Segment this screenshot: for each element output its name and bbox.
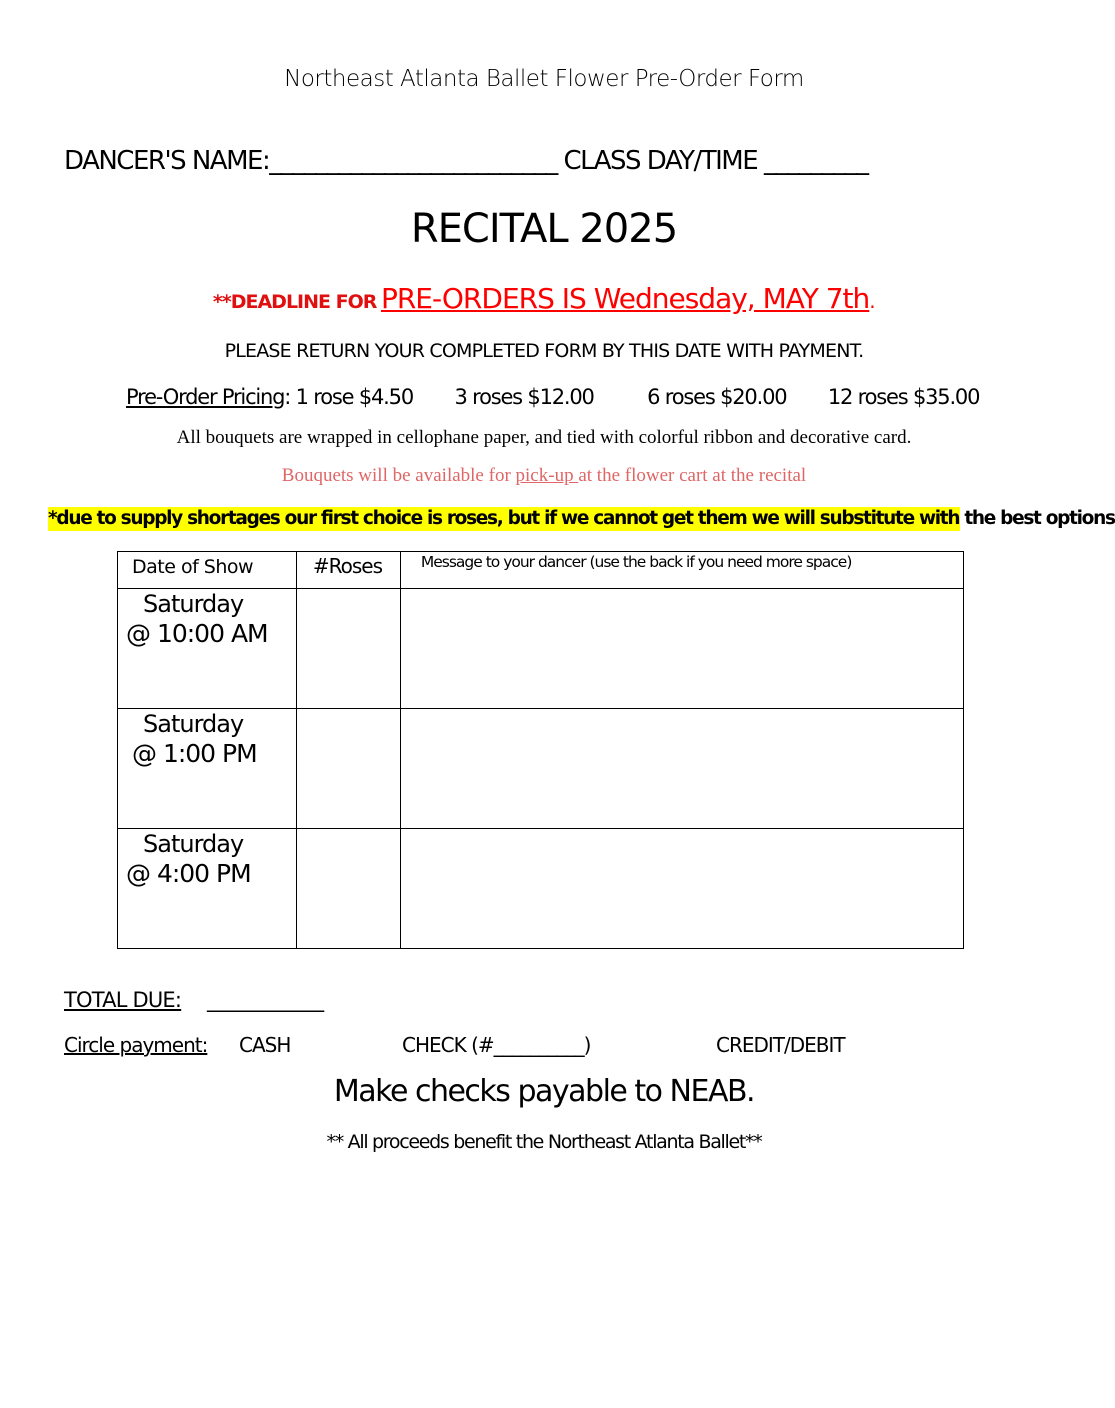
price-item-1: 1 rose $4.50 — [295, 385, 413, 409]
show-date-cell — [118, 709, 297, 829]
pickup-note — [0, 465, 1088, 487]
circle-payment-label: Circle payment: — [64, 1033, 208, 1057]
payment-option-check[interactable]: CHECK (#__________) — [402, 1033, 591, 1057]
show-date-cell — [118, 829, 297, 949]
total-due-label: TOTAL DUE: — [64, 988, 182, 1012]
roses-input-cell[interactable] — [296, 709, 400, 829]
class-day-time-field[interactable]: _________ — [763, 146, 868, 176]
deadline-prefix: **DEADLINE FOR — [212, 291, 377, 313]
pricing-colon: : — [284, 385, 291, 409]
roses-input-cell[interactable] — [296, 829, 400, 949]
pricing-row — [126, 385, 979, 409]
show-day: Saturday — [143, 710, 244, 738]
show-time: @ 4:00 PM — [126, 859, 251, 888]
total-due-field[interactable]: ____________ — [206, 988, 324, 1012]
proceeds-note: ** All proceeds benefit the Northeast Atlanta Ballet** — [326, 1131, 762, 1153]
bouquets-note: All bouquets are wrapped in cellophane paper, and tied with colorful ribbon and decorative card. — [176, 427, 912, 448]
recital-heading: RECITAL 2025 — [410, 206, 678, 252]
show-time: @ 10:00 AM — [126, 619, 268, 648]
total-due-row — [64, 988, 323, 1012]
message-input-cell[interactable] — [400, 829, 963, 949]
dancer-info-row — [64, 146, 867, 176]
form-title: Northeast Atlanta Ballet Flower Pre-Order Form — [284, 66, 804, 92]
deadline-notice — [0, 282, 1088, 315]
pickup-link: pick-up — [515, 465, 579, 486]
message-input-cell[interactable] — [400, 709, 963, 829]
table-row — [118, 829, 964, 949]
payment-row — [64, 1033, 964, 1063]
header-message: Message to your dancer (use the back if you need more space) — [400, 552, 963, 589]
deadline-date: PRE-ORDERS IS Wednesday, MAY 7th — [380, 282, 870, 315]
dancer-name-label: DANCER'S NAME: — [64, 146, 270, 176]
price-item-12: 12 roses $35.00 — [827, 385, 980, 409]
payment-option-cash[interactable]: CASH — [239, 1033, 291, 1057]
pricing-label: Pre-Order Pricing — [126, 385, 285, 409]
class-day-time-label: CLASS DAY/TIME — [563, 146, 758, 176]
show-time: @ 1:00 PM — [132, 739, 257, 768]
table-header-row — [118, 552, 964, 589]
deadline-suffix: . — [869, 289, 876, 313]
header-date-of-show: Date of Show — [118, 552, 297, 589]
pickup-text-before: Bouquets will be available for — [281, 465, 516, 486]
payment-option-credit-debit[interactable]: CREDIT/DEBIT — [716, 1033, 845, 1057]
return-notice: PLEASE RETURN YOUR COMPLETED FORM BY THIS DATE WITH PAYMENT. — [224, 340, 864, 362]
table-row — [118, 709, 964, 829]
pickup-text-after: at the flower cart at the recital — [578, 465, 807, 486]
price-item-3: 3 roses $12.00 — [454, 385, 594, 409]
show-date-cell — [118, 589, 297, 709]
show-day: Saturday — [143, 830, 244, 858]
table-row — [118, 589, 964, 709]
order-table — [117, 551, 964, 949]
price-item-6: 6 roses $20.00 — [647, 385, 787, 409]
show-day: Saturday — [143, 590, 244, 618]
roses-input-cell[interactable] — [296, 589, 400, 709]
header-roses: #Roses — [296, 552, 400, 589]
payable-note: Make checks payable to NEAB. — [333, 1074, 755, 1109]
dancer-name-field[interactable]: _________________________ — [269, 146, 557, 176]
message-input-cell[interactable] — [400, 589, 963, 709]
substitution-note: *due to supply shortages our first choice is roses, but if we cannot get them we will substitute with the best options — [48, 508, 1115, 529]
